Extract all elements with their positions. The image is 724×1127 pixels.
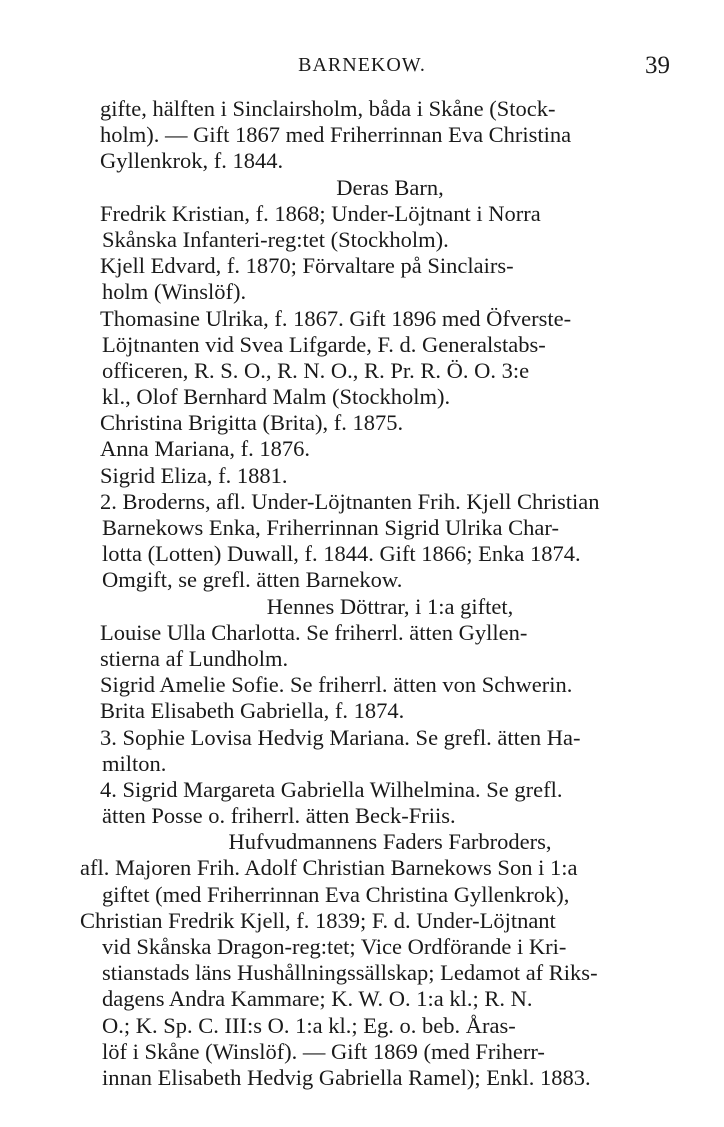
- text-line: afl. Majoren Frih. Adolf Christian Barnekows Son i 1:a: [80, 855, 578, 881]
- text-line: Löjtnanten vid Svea Lifgarde, F. d. Generalstabs-: [102, 331, 546, 357]
- text-line: Barnekows Enka, Friherrinnan Sigrid Ulrika Char-: [102, 515, 559, 540]
- child-entry: Sigrid Eliza, f. 1881.: [100, 462, 288, 488]
- numbered-entry: 4. Sigrid Margareta Gabriella Wilhelmina. Se grefl.: [100, 776, 563, 802]
- text-line: Gyllenkrok, f. 1844.: [100, 148, 284, 174]
- text-line: O.; K. Sp. C. III:s O. 1:a kl.; Eg. o. beb. Åras-: [102, 1012, 516, 1038]
- text-line: ätten Posse o. friherrl. ätten Beck-Friis.: [102, 803, 456, 829]
- text-line: kl., Olof Bernhard Malm (Stockholm).: [102, 384, 451, 410]
- child-entry: Sigrid Amelie Sofie. Se friherrl. ätten von Schwerin.: [100, 672, 573, 698]
- child-entry: Christina Brigitta (Brita), f. 1875.: [100, 410, 404, 436]
- running-title: BARNEKOW.: [298, 54, 426, 76]
- text-line: vid Skånska Dragon-reg:tet; Vice Ordförande i Kri-: [102, 934, 567, 959]
- numbered-entry: 2. Broderns, afl. Under-Löjtnanten Frih. Kjell Christian: [100, 488, 600, 514]
- child-entry: Christian Fredrik Kjell, f. 1839; F. d. Under-Löjtnant: [80, 907, 556, 933]
- numbered-entry: 3. Sophie Lovisa Hedvig Mariana. Se grefl. ätten Ha-: [100, 724, 581, 750]
- section-heading: Hufvudmannens Faders Farbroders,: [228, 829, 552, 855]
- text-line: gifte, hälften i Sinclairsholm, båda i Skåne (Stock-: [100, 96, 556, 121]
- text-line: holm). — Gift 1867 med Friherrinnan Eva Christina: [100, 122, 572, 148]
- child-entry: Kjell Edvard, f. 1870; Förvaltare på Sinclairs-: [100, 253, 514, 279]
- page-number: 39: [645, 52, 670, 79]
- text-line: giftet (med Friherrinnan Eva Christina Gyllenkrok),: [102, 881, 570, 907]
- text-line: stianstads läns Hushållningssällskap; Ledamot af Riks-: [102, 960, 598, 986]
- section-heading: Hennes Döttrar, i 1:a giftet,: [266, 593, 514, 619]
- child-entry: Louise Ulla Charlotta. Se friherrl. ätten Gyllen-: [100, 619, 528, 645]
- text-line: innan Elisabeth Hedvig Gabriella Ramel); Enkl. 1883.: [102, 1064, 591, 1090]
- text-line: dagens Andra Kammare; K. W. O. 1:a kl.; R. N.: [102, 986, 533, 1012]
- child-entry: Fredrik Kristian, f. 1868; Under-Löjtnant i Norra: [100, 200, 541, 226]
- child-entry: Anna Mariana, f. 1876.: [100, 436, 310, 462]
- child-entry: Brita Elisabeth Gabriella, f. 1874.: [100, 698, 405, 724]
- page-body: [80, 96, 700, 1091]
- text-line: holm (Winslöf).: [102, 279, 247, 305]
- section-heading: Deras Barn,: [336, 174, 444, 200]
- text-line: Skånska Infanteri-reg:tet (Stockholm).: [102, 226, 449, 252]
- text-line: officeren, R. S. O., R. N. O., R. Pr. R. Ö. O. 3:e: [102, 357, 530, 383]
- child-entry: Thomasine Ulrika, f. 1867. Gift 1896 med Öfverste-: [100, 305, 572, 331]
- text-line: milton.: [102, 750, 167, 776]
- text-line: lotta (Lotten) Duwall, f. 1844. Gift 1866; Enka 1874.: [102, 541, 581, 567]
- text-line: löf i Skåne (Winslöf). — Gift 1869 (med Friherr-: [102, 1038, 545, 1064]
- text-line: Omgift, se grefl. ätten Barnekow.: [102, 567, 403, 593]
- page-header: [0, 52, 724, 82]
- text-line: stierna af Lundholm.: [100, 645, 289, 671]
